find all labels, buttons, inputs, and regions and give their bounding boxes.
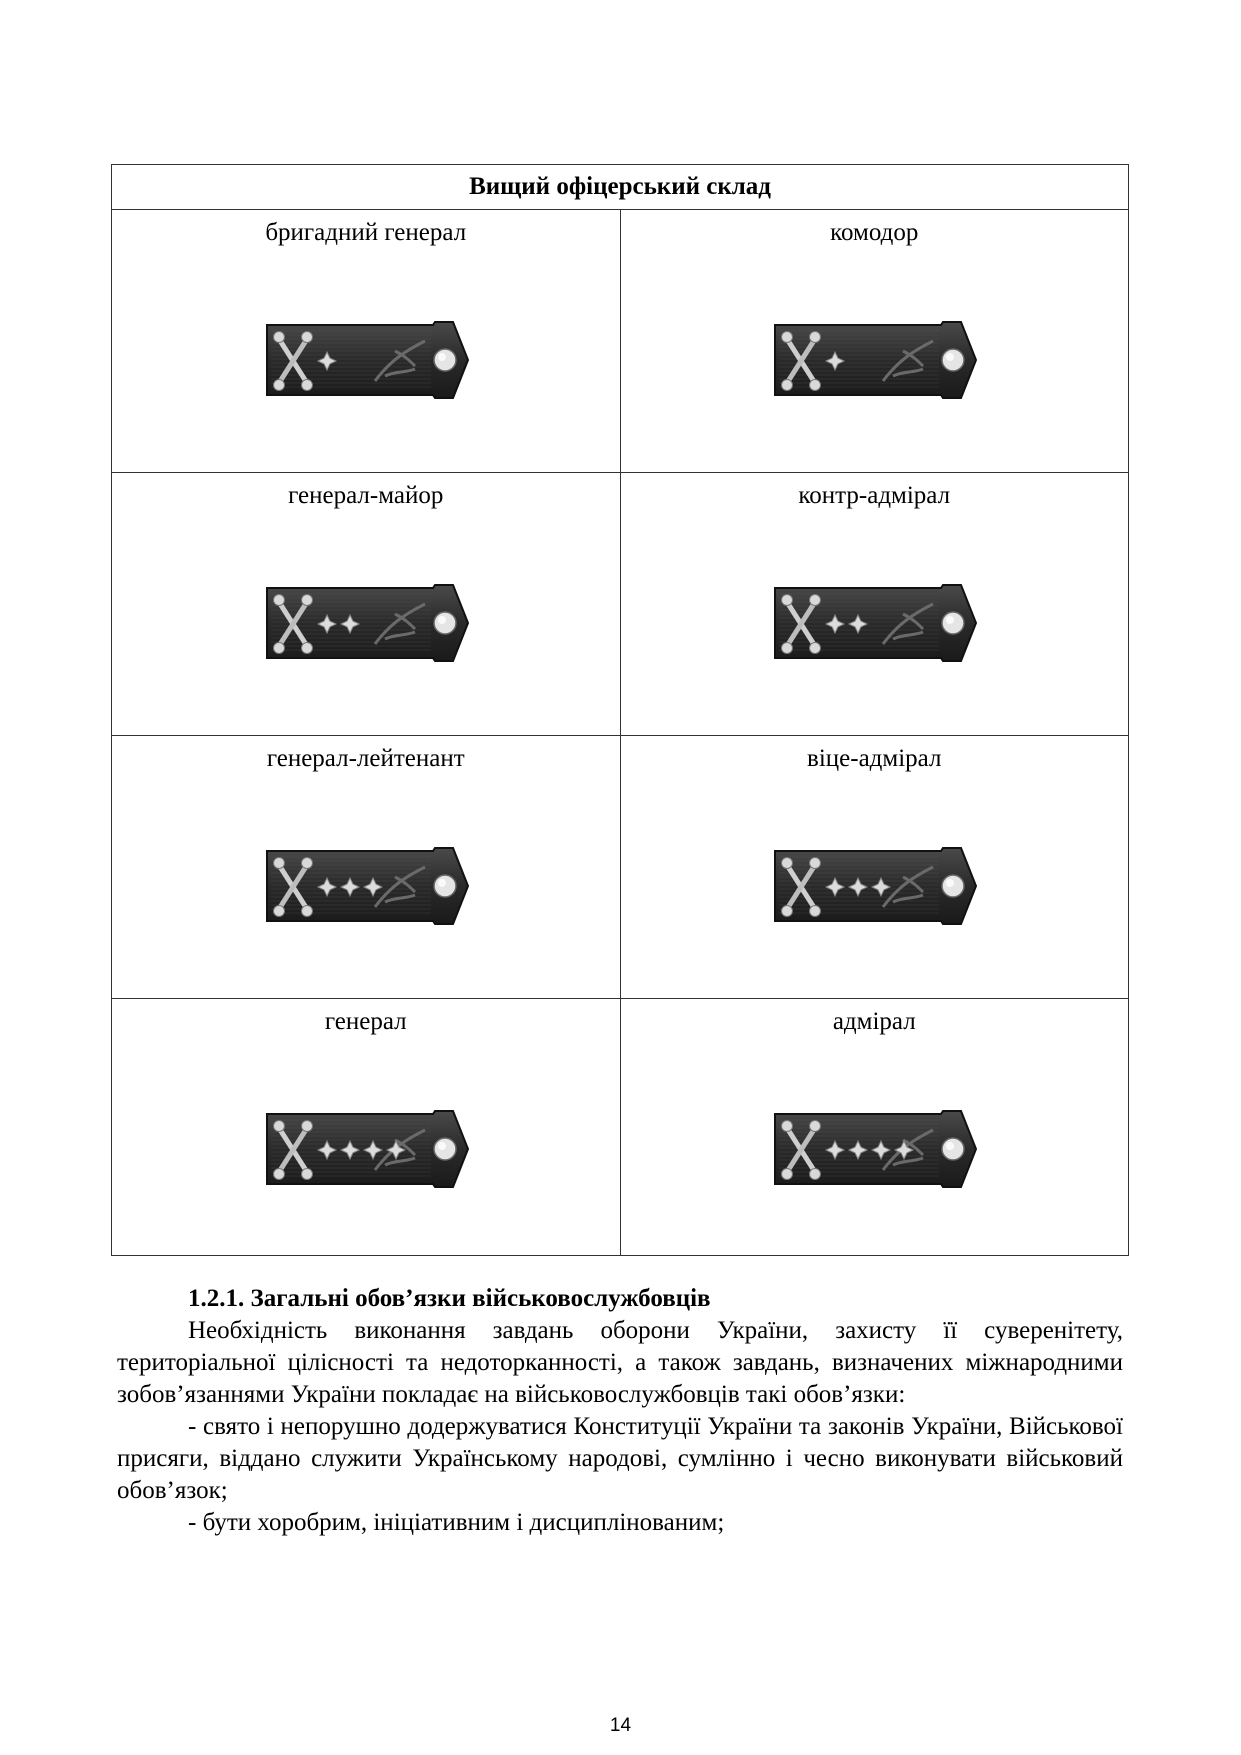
board-button <box>434 612 456 634</box>
rank-cell <box>112 999 621 1256</box>
table-header: Вищий офіцерський склад <box>112 165 1129 210</box>
rank-label: комодор <box>830 219 919 246</box>
shoulder-board-icon <box>265 584 470 663</box>
baton-tip <box>301 1121 312 1132</box>
section-heading: 1.2.1. Загальні обов’язки військовослужбовців <box>188 1285 711 1312</box>
rank-cell <box>620 999 1129 1256</box>
shoulder-board-icon <box>265 847 470 926</box>
shoulder-board-icon <box>773 584 978 663</box>
baton-tip <box>782 1121 793 1132</box>
list-item: - бути хоробрим, ініціативним і дисциплінованим; <box>188 1509 725 1536</box>
baton-tip <box>273 595 284 606</box>
rank-label: генерал <box>324 1008 407 1035</box>
board-button <box>942 349 964 371</box>
baton-tip <box>810 906 821 917</box>
baton-tip <box>782 1169 793 1180</box>
baton-tip <box>301 1169 312 1180</box>
baton-tip <box>810 643 821 654</box>
table-row <box>112 999 1129 1256</box>
board-button <box>434 1138 456 1160</box>
board-button <box>434 349 456 371</box>
rank-label: генерал-лейтенант <box>266 745 465 772</box>
rank-label: віце-адмірал <box>807 745 942 772</box>
board-button <box>942 1138 964 1160</box>
baton-tip <box>782 858 793 869</box>
baton-tip <box>273 858 284 869</box>
baton-tip <box>782 906 793 917</box>
board-button <box>942 612 964 634</box>
baton-tip <box>273 906 284 917</box>
baton-tip <box>810 1169 821 1180</box>
baton-tip <box>810 380 821 391</box>
paragraph: Необхідність виконання завдань оборони України, захисту її суверенітету, територіальної цілісності та недоторканності, а також завдань, визначених міжнародними зобов’язаннями України покладає на військовослужбовців такі обов’язки: <box>117 1317 1123 1408</box>
page-number: 14 <box>609 1715 632 1736</box>
baton-tip <box>301 380 312 391</box>
baton-tip <box>301 906 312 917</box>
rank-cell <box>112 473 621 736</box>
table-row <box>112 736 1129 999</box>
baton-tip <box>782 595 793 606</box>
baton-tip <box>273 332 284 343</box>
baton-tip <box>782 643 793 654</box>
baton-tip <box>301 643 312 654</box>
baton-tip <box>810 595 821 606</box>
list-item: - свято і непорушно додержуватися Конституції України та законів України, Військової присяги, віддано служити Українському народові, сумлінно і чесно виконувати військовий обов’язок; <box>117 1413 1123 1504</box>
baton-tip <box>301 858 312 869</box>
rank-label: адмірал <box>832 1008 916 1035</box>
shoulder-board-icon <box>265 321 470 400</box>
baton-tip <box>782 380 793 391</box>
board-button <box>942 875 964 897</box>
rank-label: бригадний генерал <box>265 219 467 246</box>
ranks-table <box>111 164 1129 1256</box>
rank-cell <box>112 210 621 473</box>
rank-cell <box>112 736 621 999</box>
shoulder-board-icon <box>773 847 978 926</box>
shoulder-board-icon <box>265 1110 470 1189</box>
baton-tip <box>273 1121 284 1132</box>
rank-label: генерал-майор <box>288 482 444 509</box>
rank-label: контр-адмірал <box>798 482 951 509</box>
baton-tip <box>273 380 284 391</box>
table-row <box>112 210 1129 473</box>
rank-cell <box>620 473 1129 736</box>
rank-cell <box>620 210 1129 473</box>
baton-tip <box>273 1169 284 1180</box>
shoulder-board-icon <box>773 321 978 400</box>
baton-tip <box>301 595 312 606</box>
baton-tip <box>301 332 312 343</box>
board-button <box>434 875 456 897</box>
rank-cell <box>620 736 1129 999</box>
body-text <box>117 1283 1123 1539</box>
baton-tip <box>782 332 793 343</box>
shoulder-board-icon <box>773 1110 978 1189</box>
baton-tip <box>273 643 284 654</box>
table-row <box>112 473 1129 736</box>
baton-tip <box>810 858 821 869</box>
baton-tip <box>810 1121 821 1132</box>
baton-tip <box>810 332 821 343</box>
